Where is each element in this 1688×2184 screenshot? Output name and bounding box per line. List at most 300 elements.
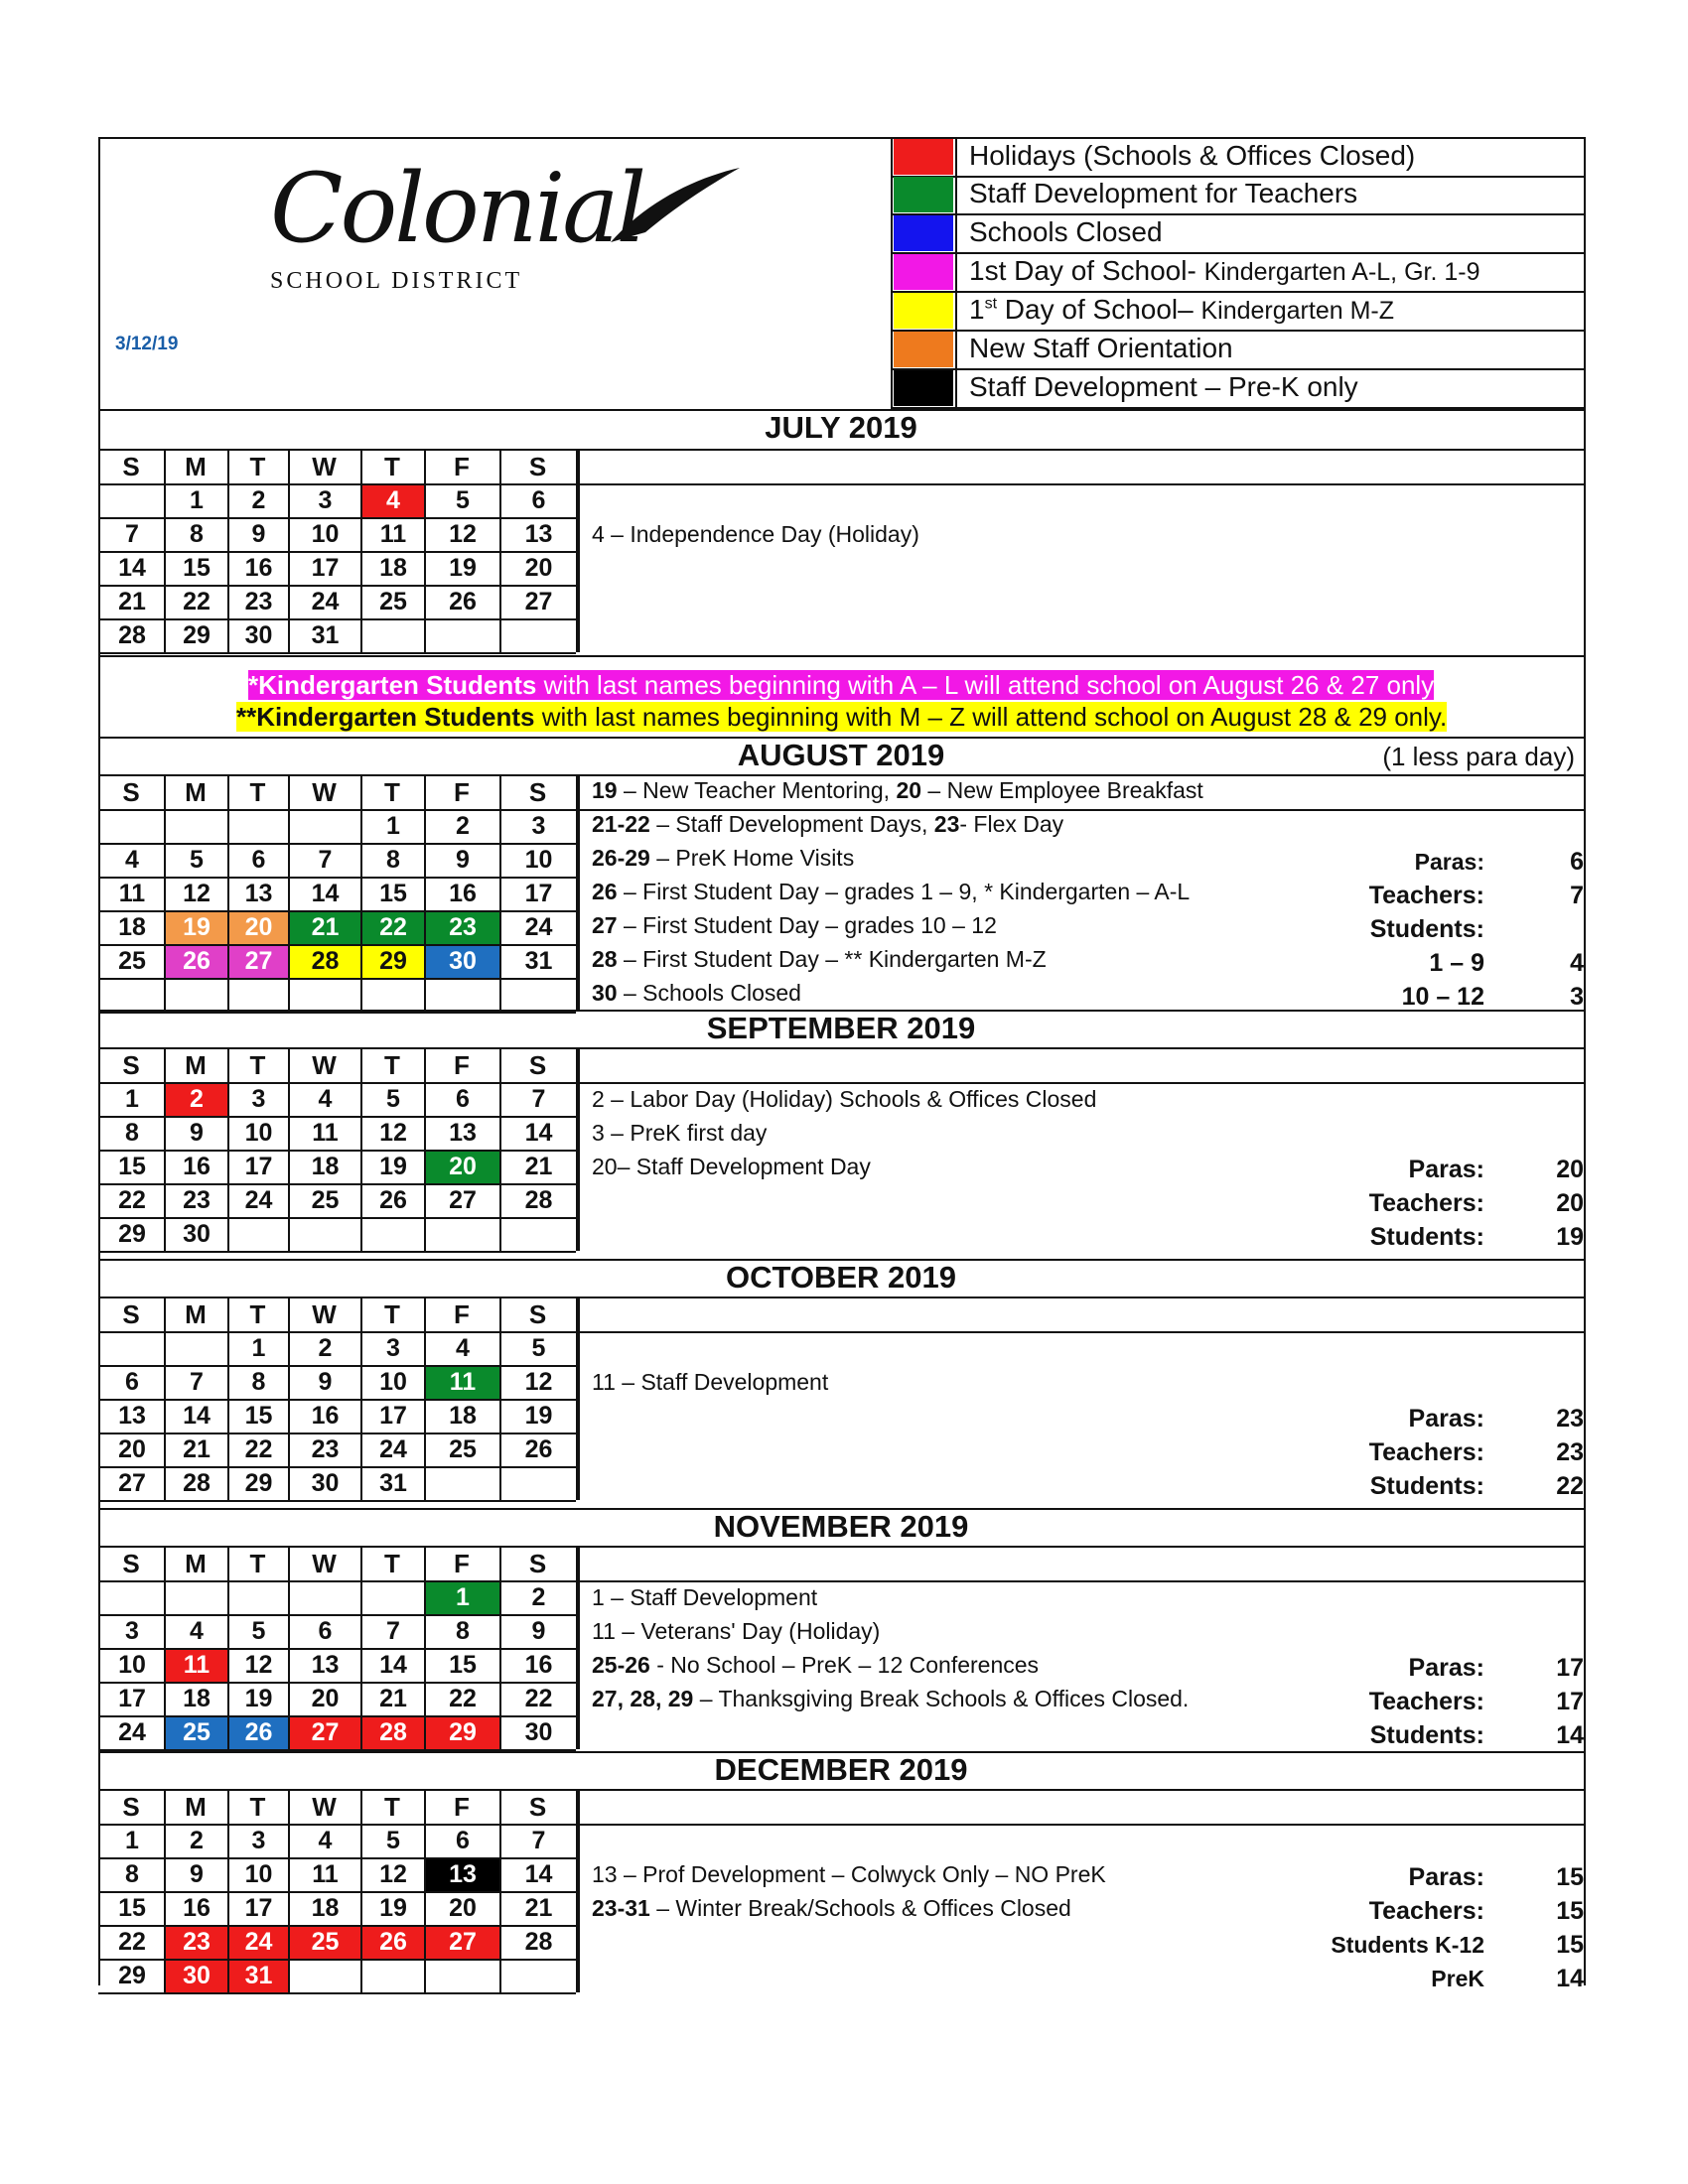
day-cell: 23 [426, 912, 499, 944]
stat-label: Students: [1369, 1223, 1484, 1252]
grid-col-line [360, 1047, 362, 1251]
day-cell: 13 [311, 1651, 340, 1679]
day-header: F [454, 1050, 470, 1080]
day-cell [501, 620, 576, 652]
grid-col-line [424, 774, 426, 1012]
cal-right-line [578, 1789, 580, 1992]
day-cell: 12 [379, 1860, 407, 1888]
day-cell [166, 980, 227, 1012]
day-cell: 15 [244, 1402, 273, 1430]
day-cell: 30 [426, 946, 499, 978]
cal-right-line [578, 449, 580, 652]
day-cell: 13 [524, 520, 553, 548]
month-title: JULY 2019 [765, 410, 917, 445]
day-cell: 26 [166, 946, 227, 978]
day-cell [426, 980, 499, 1012]
day-cell: 11 [426, 1367, 499, 1399]
day-cell [100, 1333, 164, 1365]
grid-col-line [227, 1789, 229, 1992]
grid-col-line [227, 1546, 229, 1749]
day-cell: 9 [190, 1860, 204, 1888]
stat-value: 17 [1556, 1654, 1584, 1683]
grid-col-line [164, 774, 166, 1012]
day-cell [362, 1582, 424, 1614]
day-header: F [454, 452, 470, 481]
day-cell: 21 [524, 1153, 553, 1180]
day-cell: 20 [449, 1894, 477, 1922]
day-cell: 19 [379, 1153, 407, 1180]
day-cell: 25 [449, 1435, 477, 1463]
day-cell: 8 [125, 1119, 139, 1147]
day-cell: 11 [379, 520, 407, 548]
stat-value: 3 [1570, 983, 1584, 1012]
day-cell [229, 980, 288, 1012]
event-line: 13 – Prof Development – Colwyck Only – NO PreK [592, 1861, 1106, 1887]
day-cell: 9 [190, 1119, 204, 1147]
legend-top [891, 137, 1584, 139]
day-cell: 27 [524, 588, 553, 615]
day-cell: 16 [524, 1651, 553, 1679]
stat-label: Students: [1369, 1472, 1484, 1501]
day-header: T [249, 452, 266, 481]
day-header: S [122, 1299, 140, 1329]
day-cell: 18 [379, 554, 407, 582]
day-cell: 20 [118, 1435, 146, 1463]
day-cell: 29 [362, 946, 424, 978]
day-cell: 5 [190, 846, 204, 874]
day-header: T [384, 1549, 400, 1578]
grid-col-line [424, 1789, 426, 1992]
grid-line [98, 1500, 576, 1502]
day-header: F [454, 1792, 470, 1822]
event-line: 26-29 – PreK Home Visits [592, 845, 855, 871]
day-header: W [312, 777, 337, 807]
day-cell: 2 [166, 1084, 227, 1116]
day-cell: 29 [118, 1220, 146, 1248]
legend-swatch [894, 254, 953, 290]
grid-line [98, 652, 576, 654]
day-cell: 27 [229, 946, 288, 978]
day-cell: 30 [244, 621, 273, 649]
stat-label: Paras: [1408, 1654, 1484, 1683]
day-cell: 7 [531, 1085, 546, 1113]
day-cell: 4 [190, 1617, 204, 1645]
grid-col-line [164, 1789, 166, 1992]
legend-label: Staff Development for Teachers [969, 178, 1358, 208]
stat-value: 14 [1556, 1965, 1584, 1993]
day-cell [362, 1219, 424, 1251]
day-cell: 9 [531, 1617, 546, 1645]
day-cell [100, 485, 164, 517]
day-cell: 22 [118, 1186, 146, 1214]
event-line: 2 – Labor Day (Holiday) Schools & Offices Closed [592, 1086, 1097, 1112]
stat-label: Students: [1369, 915, 1484, 944]
day-cell: 15 [183, 554, 211, 582]
day-cell: 24 [229, 1927, 288, 1959]
day-cell: 31 [524, 947, 553, 975]
day-cell: 5 [456, 486, 470, 514]
day-cell [501, 1468, 576, 1500]
grid-col-line [499, 449, 501, 652]
legend-swatch [894, 139, 953, 175]
grid-line [98, 1992, 576, 1994]
stat-value: 19 [1556, 1223, 1584, 1252]
quill-icon [606, 163, 745, 252]
day-header: S [528, 1050, 547, 1080]
day-header: W [312, 1792, 337, 1822]
stat-value: 15 [1556, 1897, 1584, 1926]
day-cell: 1 [125, 1827, 139, 1854]
month-title: AUGUST 2019 [737, 738, 945, 772]
day-cell: 16 [311, 1402, 340, 1430]
event-line: 25-26 - No School – PreK – 12 Conferences [592, 1652, 1040, 1678]
month-header-line [98, 1297, 1584, 1298]
day-cell: 25 [166, 1717, 227, 1749]
day-cell: 22 [524, 1685, 553, 1712]
day-cell: 7 [531, 1827, 546, 1854]
day-header: S [528, 777, 547, 807]
day-cell: 20 [524, 554, 553, 582]
day-cell: 19 [166, 912, 227, 944]
day-cell: 7 [125, 520, 139, 548]
day-cell: 1 [190, 486, 204, 514]
day-cell: 21 [524, 1894, 553, 1922]
day-header: S [528, 1299, 547, 1329]
day-cell: 12 [379, 1119, 407, 1147]
grid-col-line [164, 1047, 166, 1251]
day-header: T [384, 1792, 400, 1822]
day-cell: 27 [118, 1469, 146, 1497]
day-cell: 18 [118, 913, 146, 941]
day-cell [229, 1219, 288, 1251]
day-cell: 17 [379, 1402, 407, 1430]
stat-label: Paras: [1414, 849, 1484, 876]
month-title: OCTOBER 2019 [725, 1260, 956, 1295]
day-cell: 16 [183, 1894, 211, 1922]
logo-script: Colonial [270, 153, 644, 264]
day-cell: 11 [166, 1650, 227, 1682]
day-cell: 19 [524, 1402, 553, 1430]
day-header: T [249, 1050, 266, 1080]
stat-label: Teachers: [1368, 1688, 1484, 1716]
day-cell: 29 [426, 1717, 499, 1749]
stat-value: 14 [1556, 1721, 1584, 1750]
day-cell [290, 1961, 360, 1992]
day-cell: 10 [118, 1651, 146, 1679]
day-cell: 24 [244, 1186, 273, 1214]
day-cell: 3 [531, 812, 546, 840]
day-cell: 31 [229, 1961, 288, 1992]
day-cell: 24 [311, 588, 340, 615]
day-header: S [122, 1792, 140, 1822]
day-cell: 7 [318, 846, 333, 874]
day-cell: 28 [524, 1928, 553, 1956]
day-cell: 26 [229, 1717, 288, 1749]
grid-col-line [424, 1047, 426, 1251]
day-cell [166, 1582, 227, 1614]
event-line: 19 – New Teacher Mentoring, 20 – New Employee Breakfast [592, 777, 1203, 803]
stat-label: 10 – 12 [1401, 983, 1484, 1012]
day-cell [290, 811, 360, 843]
day-cell: 9 [456, 846, 470, 874]
day-header: T [384, 777, 400, 807]
event-line: 3 – PreK first day [592, 1120, 768, 1146]
day-cell: 1 [251, 1334, 266, 1362]
grid-col-line [288, 1546, 290, 1749]
logo-subtitle: SCHOOL DISTRICT [270, 268, 523, 294]
grid-col-line [288, 449, 290, 652]
day-cell: 17 [311, 554, 340, 582]
legend-swatch [894, 177, 953, 212]
day-cell: 24 [379, 1435, 407, 1463]
grid-col-line [360, 449, 362, 652]
day-cell: 11 [118, 880, 146, 907]
cal-right-line [578, 1047, 580, 1251]
day-cell: 31 [311, 621, 340, 649]
stat-value: 6 [1570, 848, 1584, 877]
day-cell: 2 [318, 1334, 333, 1362]
stat-label: Paras: [1408, 1156, 1484, 1184]
stat-value: 15 [1556, 1931, 1584, 1960]
stat-label: Students K-12 [1331, 1932, 1484, 1959]
day-cell: 3 [386, 1334, 400, 1362]
stat-label: Paras: [1408, 1863, 1484, 1892]
day-cell: 8 [386, 846, 400, 874]
day-cell: 14 [311, 880, 340, 907]
stat-value: 20 [1556, 1156, 1584, 1184]
day-cell: 6 [125, 1368, 139, 1396]
day-cell: 15 [379, 880, 407, 907]
day-cell: 17 [244, 1894, 273, 1922]
legend-label: Holidays (Schools & Offices Closed) [969, 140, 1416, 171]
stat-label: Teachers: [1368, 1189, 1484, 1218]
stat-label: Teachers: [1368, 1897, 1484, 1926]
stat-value: 15 [1556, 1863, 1584, 1892]
day-header: M [185, 1050, 207, 1080]
day-cell: 22 [118, 1928, 146, 1956]
day-cell: 21 [118, 588, 146, 615]
day-cell: 3 [318, 486, 333, 514]
day-header: F [454, 1549, 470, 1578]
day-cell: 26 [449, 588, 477, 615]
legend-label: 1st Day of School- Kindergarten A-L, Gr. 1-9 [969, 255, 1480, 286]
stat-value: 23 [1556, 1438, 1584, 1467]
legend-label: 1st Day of School– Kindergarten M-Z [969, 294, 1395, 325]
grid-col-line [360, 774, 362, 1012]
day-cell [426, 1961, 499, 1992]
day-cell [501, 1219, 576, 1251]
stat-value: 7 [1570, 882, 1584, 910]
day-cell: 6 [251, 846, 266, 874]
stat-label: Paras: [1408, 1405, 1484, 1433]
event-line: 4 – Independence Day (Holiday) [592, 521, 919, 547]
day-cell: 18 [311, 1153, 340, 1180]
day-cell: 1 [125, 1085, 139, 1113]
grid-col-line [499, 1047, 501, 1251]
day-header: W [312, 452, 337, 481]
day-cell: 1 [426, 1582, 499, 1614]
day-cell: 3 [125, 1617, 139, 1645]
legend-swatch [894, 332, 953, 367]
event-line: 1 – Staff Development [592, 1584, 818, 1610]
event-line: 28 – First Student Day – ** Kindergarten M-Z [592, 946, 1047, 972]
day-cell: 15 [118, 1894, 146, 1922]
event-line: 20– Staff Development Day [592, 1154, 871, 1179]
day-cell: 28 [362, 1717, 424, 1749]
stat-label: PreK [1431, 1966, 1484, 1992]
legend-label: Schools Closed [969, 216, 1163, 247]
day-cell [290, 980, 360, 1012]
grid-col-line [227, 1297, 229, 1500]
legend-swatch [894, 293, 953, 329]
day-cell: 6 [318, 1617, 333, 1645]
grid-col-line [424, 449, 426, 652]
day-cell: 2 [531, 1583, 546, 1611]
grid-col-line [499, 1789, 501, 1992]
day-cell: 27 [426, 1927, 499, 1959]
frame-right [1584, 137, 1586, 1985]
day-cell: 9 [318, 1368, 333, 1396]
day-cell: 28 [183, 1469, 211, 1497]
day-cell: 7 [386, 1617, 400, 1645]
day-cell: 20 [311, 1685, 340, 1712]
day-cell: 4 [456, 1334, 470, 1362]
day-cell: 6 [456, 1085, 470, 1113]
day-cell: 14 [524, 1119, 553, 1147]
legend-label: New Staff Orientation [969, 333, 1233, 363]
day-cell: 14 [379, 1651, 407, 1679]
day-cell: 8 [456, 1617, 470, 1645]
day-cell: 5 [251, 1617, 266, 1645]
day-cell: 22 [183, 588, 211, 615]
grid-col-line [288, 1789, 290, 1992]
day-cell [166, 811, 227, 843]
day-cell [166, 1333, 227, 1365]
day-cell: 30 [183, 1220, 211, 1248]
day-cell: 4 [318, 1085, 333, 1113]
grid-col-line [499, 1297, 501, 1500]
day-cell: 23 [311, 1435, 340, 1463]
day-cell: 10 [379, 1368, 407, 1396]
day-cell: 13 [118, 1402, 146, 1430]
day-cell [426, 620, 499, 652]
day-header: S [122, 1050, 140, 1080]
day-cell: 15 [118, 1153, 146, 1180]
grid-col-line [164, 1546, 166, 1749]
grid-col-line [360, 1789, 362, 1992]
day-cell: 19 [449, 554, 477, 582]
event-line: 23-31 – Winter Break/Schools & Offices Closed [592, 1895, 1071, 1921]
day-cell [290, 1219, 360, 1251]
day-cell [100, 811, 164, 843]
grid-col-line [360, 1546, 362, 1749]
day-cell: 25 [118, 947, 146, 975]
kinder-note-mz: **Kindergarten Students with last names beginning with M – Z will attend school on August 28 & 29 only. [236, 702, 1448, 732]
day-header: M [185, 1792, 207, 1822]
day-cell: 16 [449, 880, 477, 907]
day-cell: 2 [251, 486, 266, 514]
day-cell: 14 [524, 1860, 553, 1888]
day-cell: 6 [531, 486, 546, 514]
day-cell: 19 [244, 1685, 273, 1712]
day-cell: 4 [362, 485, 424, 517]
day-cell: 18 [183, 1685, 211, 1712]
day-cell: 16 [183, 1153, 211, 1180]
day-header: T [249, 1299, 266, 1329]
day-cell: 14 [118, 554, 146, 582]
day-cell: 8 [190, 520, 204, 548]
day-cell: 5 [386, 1085, 400, 1113]
day-cell: 2 [456, 812, 470, 840]
day-cell: 25 [379, 588, 407, 615]
day-cell: 22 [244, 1435, 273, 1463]
day-cell: 26 [362, 1927, 424, 1959]
day-cell: 28 [118, 621, 146, 649]
day-cell: 17 [118, 1685, 146, 1712]
day-header: S [122, 1549, 140, 1578]
day-cell: 4 [318, 1827, 333, 1854]
event-line: 27, 28, 29 – Thanksgiving Break Schools & Offices Closed. [592, 1686, 1190, 1711]
day-cell: 29 [118, 1962, 146, 1989]
day-cell: 11 [312, 1860, 339, 1888]
day-cell: 12 [449, 520, 477, 548]
day-cell: 21 [290, 912, 360, 944]
day-cell: 20 [229, 912, 288, 944]
event-line: 27 – First Student Day – grades 10 – 12 [592, 912, 997, 938]
day-cell: 23 [166, 1927, 227, 1959]
day-header: T [249, 777, 266, 807]
day-header: M [185, 1549, 207, 1578]
month-header-line [98, 1047, 1584, 1049]
grid-col-line [499, 774, 501, 1012]
day-cell: 22 [362, 912, 424, 944]
day-cell [229, 1582, 288, 1614]
grid-line [98, 1251, 576, 1253]
day-header: T [384, 1050, 400, 1080]
day-header: S [528, 452, 547, 481]
day-cell: 31 [379, 1469, 407, 1497]
day-cell: 12 [183, 880, 211, 907]
stat-value: 17 [1556, 1688, 1584, 1716]
day-header: S [122, 777, 140, 807]
day-cell: 29 [244, 1469, 273, 1497]
grid-col-line [227, 1047, 229, 1251]
event-line: 11 – Staff Development [592, 1369, 829, 1395]
day-cell: 11 [312, 1119, 339, 1147]
day-cell: 25 [290, 1927, 360, 1959]
day-cell: 7 [190, 1368, 204, 1396]
day-cell: 6 [456, 1827, 470, 1854]
legend-label: Staff Development – Pre-K only [969, 371, 1358, 402]
day-cell [426, 1468, 499, 1500]
day-header: F [454, 1299, 470, 1329]
day-cell: 10 [524, 846, 553, 874]
day-header: T [384, 452, 400, 481]
day-cell: 30 [311, 1469, 340, 1497]
day-cell: 23 [244, 588, 273, 615]
day-header: T [384, 1299, 400, 1329]
month-title: NOVEMBER 2019 [713, 1509, 969, 1544]
legend-swatch [894, 370, 953, 406]
day-cell: 13 [426, 1859, 499, 1891]
event-line: 26 – First Student Day – grades 1 – 9, * Kindergarten – A-L [592, 879, 1191, 904]
day-header: W [312, 1050, 337, 1080]
day-cell: 17 [244, 1153, 273, 1180]
day-cell: 12 [524, 1368, 553, 1396]
day-cell: 29 [183, 621, 211, 649]
day-cell: 28 [524, 1186, 553, 1214]
day-cell [362, 1961, 424, 1992]
